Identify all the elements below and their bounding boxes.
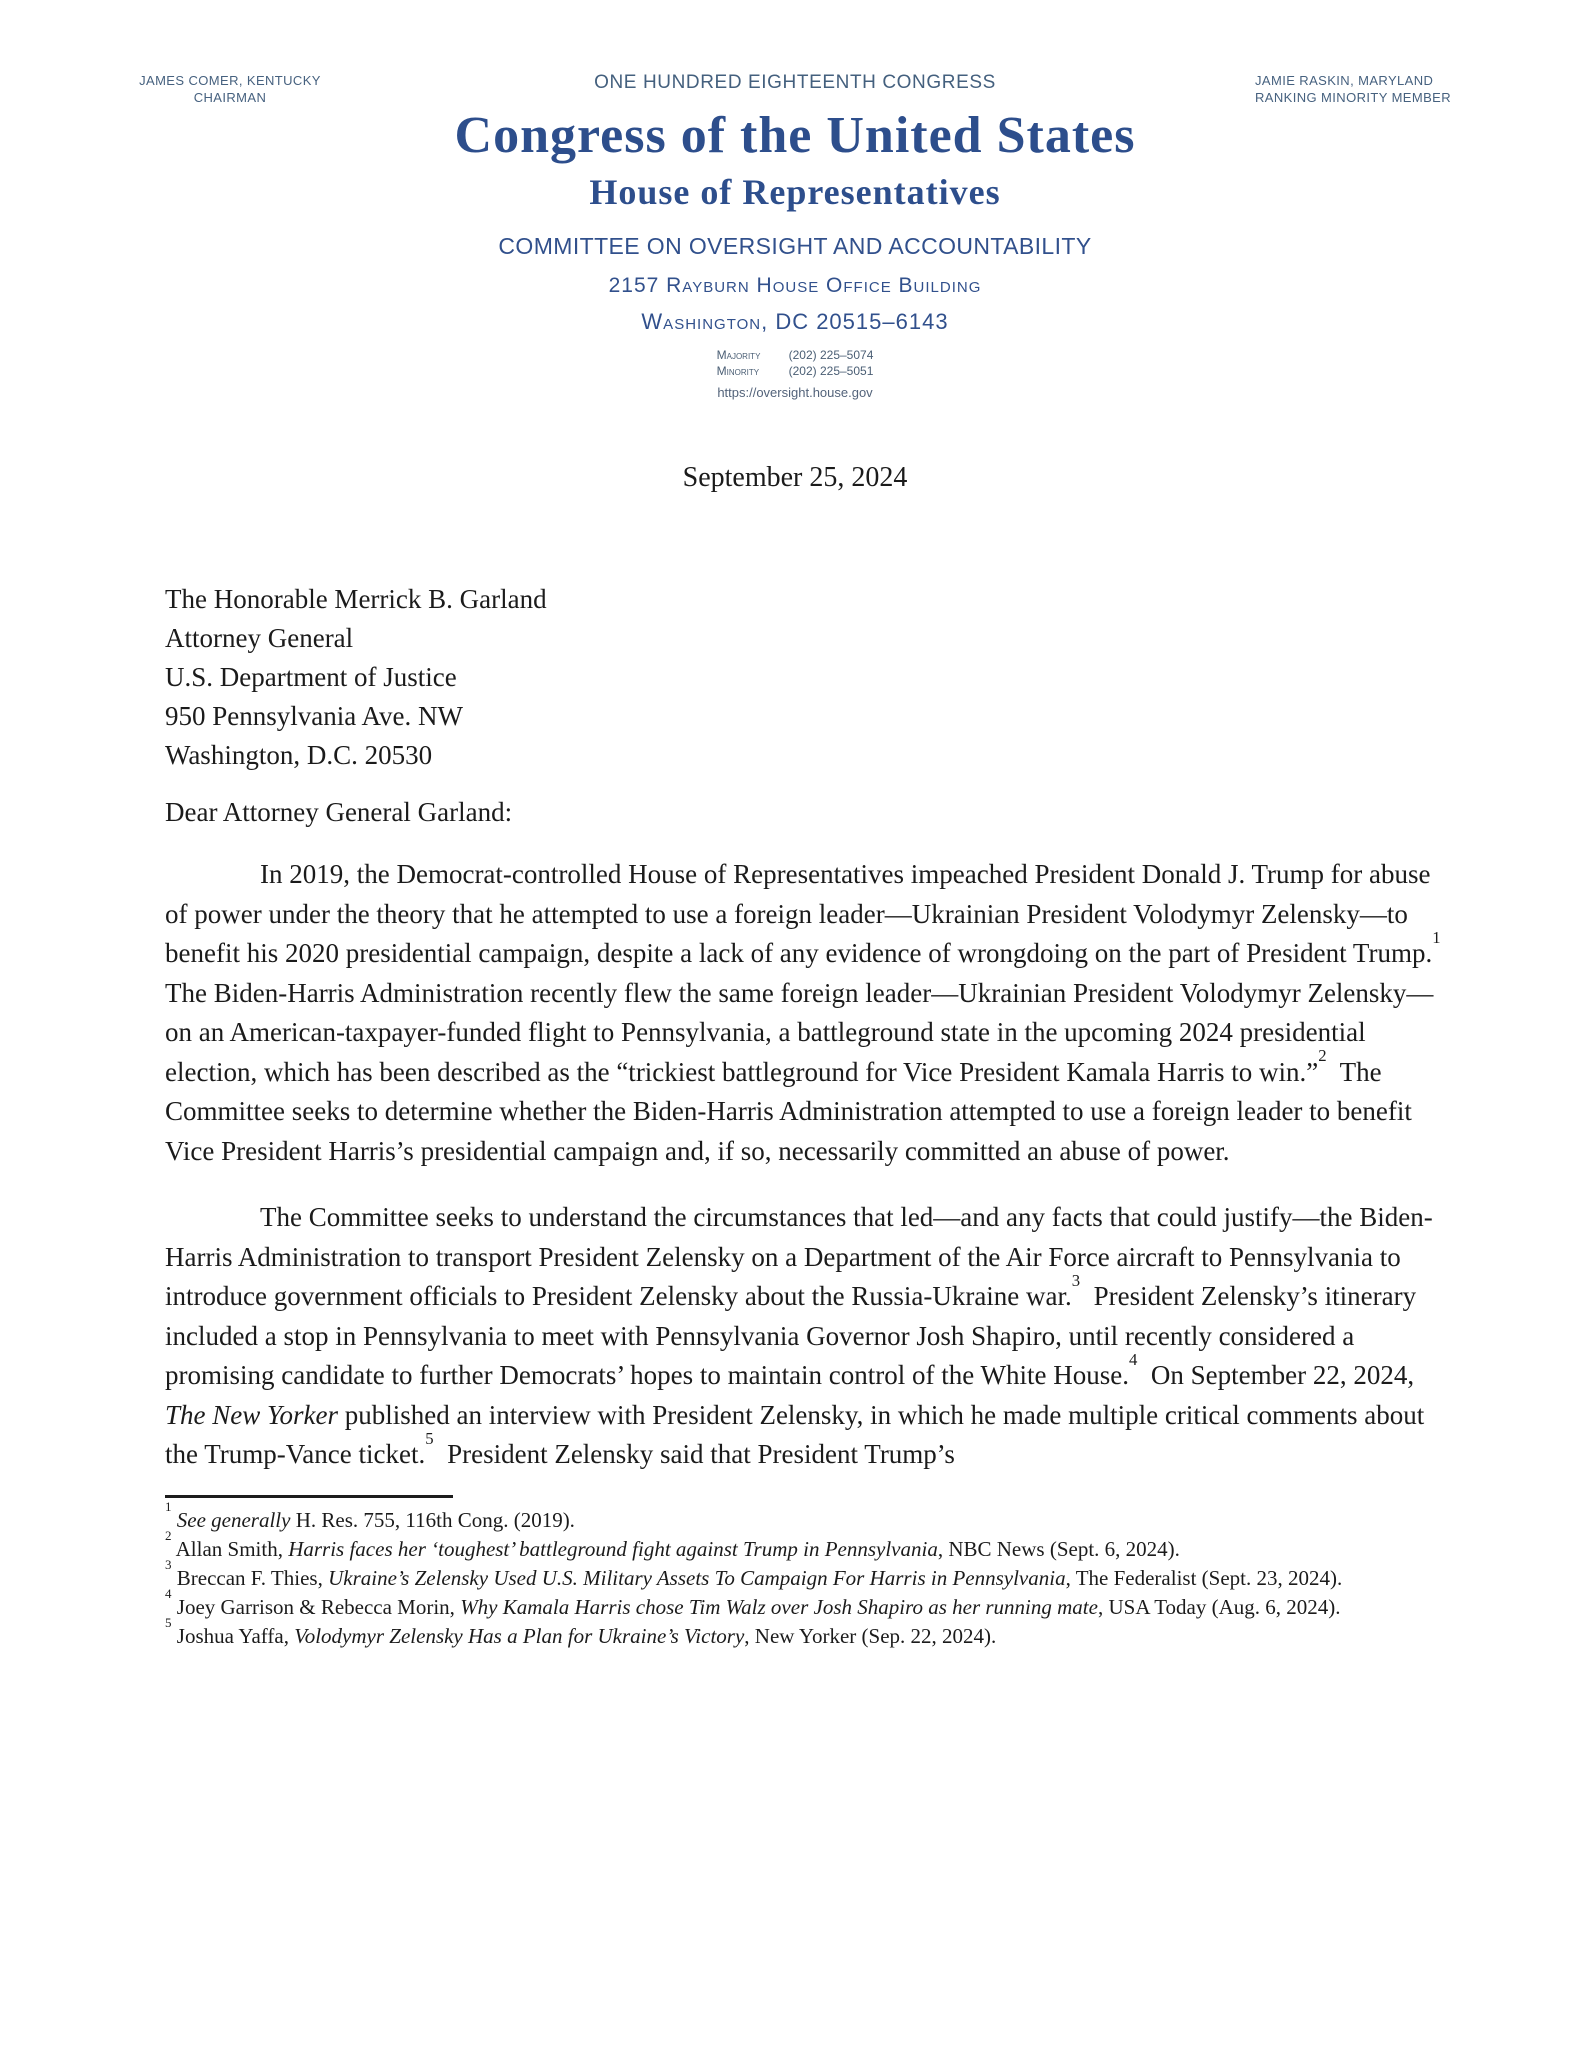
chairman-name: JAMES COMER, KENTUCKY [139,73,321,88]
salutation: Dear Attorney General Garland: [165,797,513,827]
footnote-separator [165,1495,453,1498]
footnote-2: $^2$ Allan Smith, Harris faces her ‘toughest’ battleground fight against Trump in Pennsylvania, NBC News (Sept. 6, 2024). [165,1528,1180,1561]
minority-phone-label: Minority [716,364,760,378]
committee-name: COMMITTEE ON OVERSIGHT AND ACCOUNTABILITY [498,233,1092,259]
city-address: Washington, DC 20515–6143 [641,309,949,334]
footnote-1: $^1$ See generally H. Res. 755, 116th Cong. (2019). [165,1499,575,1532]
recipient-address-block [165,580,1590,775]
letterhead [0,0,1590,440]
body-paragraph-1: In 2019, the Democrat-controlled House of Representatives impeached President Donald J. Trump for abuse of power under the theory that he attempted to use a foreign leader—Ukrainian President Volodymyr Zelensky—to benefit his 2020 presidential campaign, despite a lack of any evidence of wrongdoing on the part of President Trump.$^1$ The Biden-Harris Administration recently flew the same foreign leader—Ukrainian President Volodymyr Zelensky—on an American-taxpayer-funded flight to Pennsylvania, a battleground state in the upcoming 2024 presidential election, which has been described as the “trickiest battleground for Vice President Kamala Harris to win.”$^2$ The Committee seeks to determine whether the Biden-Harris Administration attempted to use a foreign leader to benefit Vice President Harris’s presidential campaign and, if so, necessarily committed an abuse of power. [165,859,1454,1166]
recipient-agency: U.S. Department of Justice [165,662,457,692]
recipient-title: Attorney General [165,623,354,653]
footnote-3: $^3$ Breccan F. Thies, Ukraine’s Zelensky Used U.S. Military Assets To Campaign For Harris in Pennsylvania, The Federalist (Sept. 23, 2024). [165,1557,1343,1590]
chairman-block [100,72,360,106]
phone-block [717,347,874,379]
body-paragraph-2: The Committee seeks to understand the circumstances that led—and any facts that could justify—the Biden-Harris Administration to transport President Zelensky on a Department of the Air Force aircraft to Pennsylvania to introduce government officials to President Zelensky about the Russia-Ukraine war.$^3$ President Zelensky’s itinerary included a stop in Pennsylvania to meet with Pennsylvania Governor Josh Shapiro, until recently considered a promising candidate to further Democrats’ hopes to maintain control of the White House.$^4$ On September 22, 2024, The New Yorker published an interview with President Zelensky, in which he made multiple critical comments about the Trump-Vance ticket.$^5$ President Zelensky said that President Trump’s [165,1202,1433,1469]
ranking-member-block [1255,72,1515,106]
office-address: 2157 Rayburn House Office Building [608,274,982,297]
letter-date: September 25, 2024 [682,462,908,493]
house-subtitle: House of Representatives [589,172,1001,212]
minority-phone [717,363,874,379]
chairman-title: CHAIRMAN [193,90,267,105]
majority-phone-number: (202) 225–5074 [788,348,874,362]
footnote-4: $^4$ Joey Garrison & Rebecca Morin, Why Kamala Harris chose Tim Walz over Josh Shapiro as her running mate, USA Today (Aug. 6, 2024). [165,1586,1341,1619]
recipient-street: 950 Pennsylvania Ave. NW [165,701,463,731]
majority-phone-label: Majority [716,348,761,362]
congress-session: ONE HUNDRED EIGHTEENTH CONGRESS [594,72,996,93]
minority-phone-number: (202) 225–5051 [788,364,874,378]
committee-website-url: https://oversight.house.gov [717,385,873,400]
recipient-city: Washington, D.C. 20530 [165,740,433,770]
footnote-5: $^5$ Joshua Yaffa, Volodymyr Zelensky Has a Plan for Ukraine’s Victory, New Yorker (Sep. 22, 2024). [165,1615,997,1648]
recipient-name: The Honorable Merrick B. Garland [165,584,547,614]
footnotes-block [165,1499,1450,1651]
majority-phone [717,347,874,363]
congress-title: Congress of the United States [454,107,1136,164]
ranking-member-name: JAMIE RASKIN, MARYLAND [1255,73,1434,88]
ranking-member-title: RANKING MINORITY MEMBER [1255,90,1452,105]
